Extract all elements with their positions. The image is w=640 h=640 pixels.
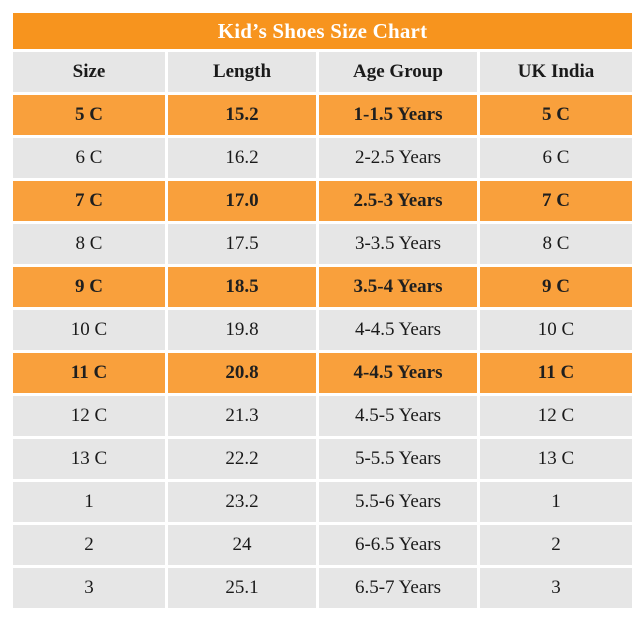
cell-length: 24 [168, 525, 316, 565]
table-row [13, 525, 632, 565]
cell-size: 7 C [13, 181, 165, 221]
cell-length: 18.5 [168, 267, 316, 307]
table-row [13, 138, 632, 178]
cell-length: 15.2 [168, 95, 316, 135]
cell-length: 25.1 [168, 568, 316, 608]
cell-age-group: 6.5-7 Years [319, 568, 477, 608]
header-row [13, 52, 632, 92]
cell-age-group: 4-4.5 Years [319, 310, 477, 350]
cell-length: 16.2 [168, 138, 316, 178]
cell-age-group: 3.5-4 Years [319, 267, 477, 307]
column-header-uk-india: UK India [480, 52, 632, 92]
cell-uk-india: 5 C [480, 95, 632, 135]
cell-age-group: 6-6.5 Years [319, 525, 477, 565]
cell-size: 10 C [13, 310, 165, 350]
cell-size: 5 C [13, 95, 165, 135]
column-header-size: Size [13, 52, 165, 92]
size-chart-table [10, 10, 635, 611]
cell-age-group: 2.5-3 Years [319, 181, 477, 221]
cell-age-group: 4.5-5 Years [319, 396, 477, 436]
cell-uk-india: 11 C [480, 353, 632, 393]
cell-size: 6 C [13, 138, 165, 178]
table-row [13, 353, 632, 393]
column-header-age-group: Age Group [319, 52, 477, 92]
table-row [13, 267, 632, 307]
table-row [13, 439, 632, 479]
cell-uk-india: 1 [480, 482, 632, 522]
cell-size: 13 C [13, 439, 165, 479]
table-row [13, 224, 632, 264]
cell-uk-india: 9 C [480, 267, 632, 307]
cell-size: 8 C [13, 224, 165, 264]
cell-size: 3 [13, 568, 165, 608]
cell-length: 22.2 [168, 439, 316, 479]
cell-age-group: 3-3.5 Years [319, 224, 477, 264]
cell-uk-india: 13 C [480, 439, 632, 479]
cell-length: 17.5 [168, 224, 316, 264]
cell-uk-india: 12 C [480, 396, 632, 436]
cell-uk-india: 2 [480, 525, 632, 565]
column-header-length: Length [168, 52, 316, 92]
title-row [13, 13, 632, 49]
size-chart-body [13, 13, 632, 608]
cell-uk-india: 8 C [480, 224, 632, 264]
cell-age-group: 1-1.5 Years [319, 95, 477, 135]
table-row [13, 568, 632, 608]
table-row [13, 482, 632, 522]
cell-length: 23.2 [168, 482, 316, 522]
cell-size: 2 [13, 525, 165, 565]
cell-size: 12 C [13, 396, 165, 436]
table-row [13, 310, 632, 350]
cell-size: 11 C [13, 353, 165, 393]
cell-age-group: 5.5-6 Years [319, 482, 477, 522]
cell-uk-india: 3 [480, 568, 632, 608]
cell-size: 9 C [13, 267, 165, 307]
cell-size: 1 [13, 482, 165, 522]
table-row [13, 95, 632, 135]
cell-age-group: 5-5.5 Years [319, 439, 477, 479]
cell-length: 20.8 [168, 353, 316, 393]
cell-length: 21.3 [168, 396, 316, 436]
cell-age-group: 4-4.5 Years [319, 353, 477, 393]
cell-uk-india: 6 C [480, 138, 632, 178]
cell-age-group: 2-2.5 Years [319, 138, 477, 178]
cell-length: 19.8 [168, 310, 316, 350]
cell-length: 17.0 [168, 181, 316, 221]
table-row [13, 396, 632, 436]
page-title: Kid’s Shoes Size Chart [13, 13, 632, 49]
cell-uk-india: 10 C [480, 310, 632, 350]
cell-uk-india: 7 C [480, 181, 632, 221]
table-row [13, 181, 632, 221]
